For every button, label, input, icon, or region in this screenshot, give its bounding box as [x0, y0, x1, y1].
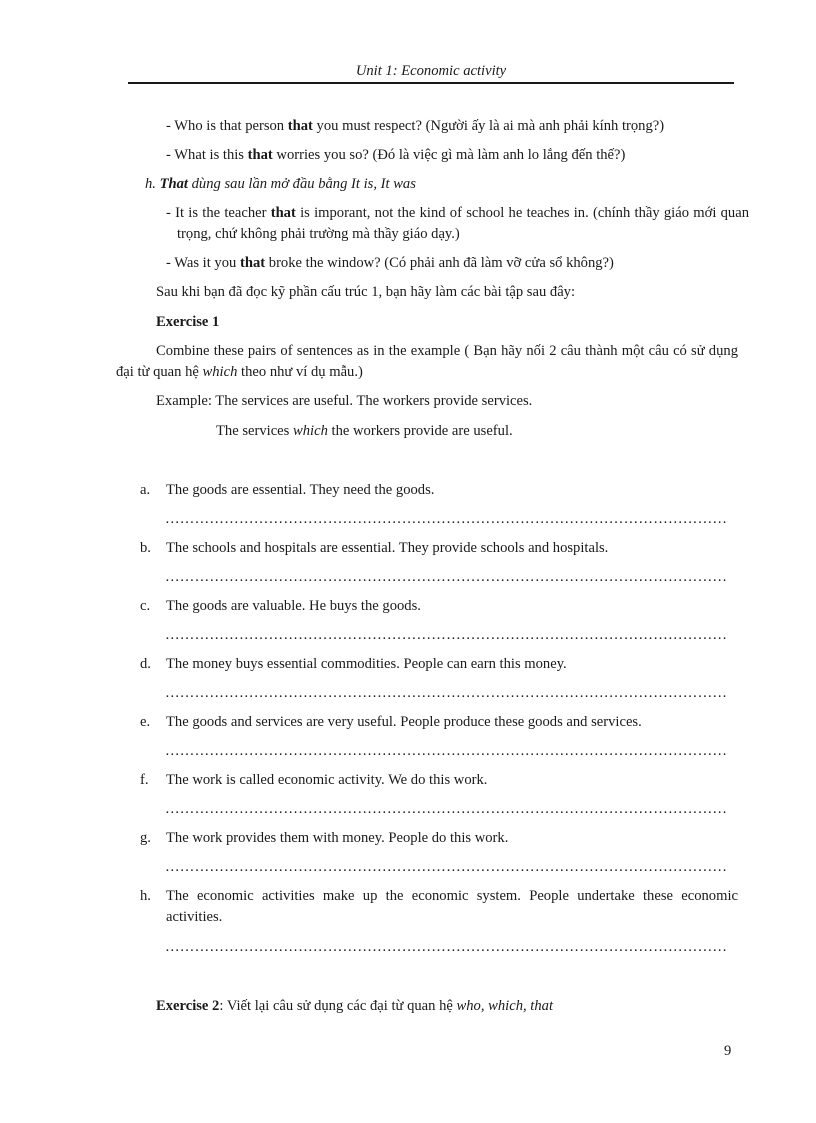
exercise-sentence: The economic activities make up the economic system. People undertake these economic activities.	[166, 888, 738, 925]
exercise-sentence: The work is called economic activity. We do this work.	[166, 772, 488, 788]
answer-line[interactable]: ……………………………………………………………………………………………………	[165, 859, 728, 875]
section-h-heading: h. That dùng sau lần mở đầu bằng It is, It was	[145, 176, 416, 192]
intro-text: Sau khi bạn đã đọc kỹ phần cấu trúc 1, bạn hãy làm các bài tập sau đây:	[156, 284, 576, 300]
item-label: d.	[140, 656, 151, 672]
answer-line[interactable]: ……………………………………………………………………………………………………	[165, 685, 728, 701]
answer-line[interactable]: ……………………………………………………………………………………………………	[165, 511, 728, 527]
answer-line[interactable]: ……………………………………………………………………………………………………	[165, 627, 728, 643]
item-label: b.	[140, 540, 151, 556]
running-header: Unit 1: Economic activity	[355, 63, 507, 79]
exercise2-heading: Exercise 2: Viết lại câu sử dụng các đại từ quan hệ who, which, that	[156, 998, 554, 1014]
exercise-sentence: The goods and services are very useful. People produce these goods and services.	[166, 714, 642, 730]
example-bullet: - Was it you that broke the window? (Có phải anh đã làm vỡ cửa sổ không?)	[166, 255, 614, 271]
answer-line[interactable]: ……………………………………………………………………………………………………	[165, 569, 728, 585]
item-label: a.	[140, 482, 151, 498]
exercise-sentence: The goods are valuable. He buys the goods.	[166, 598, 421, 614]
header-rule	[128, 82, 734, 84]
answer-line[interactable]: ……………………………………………………………………………………………………	[165, 743, 728, 759]
answer-line[interactable]: ……………………………………………………………………………………………………	[165, 939, 728, 955]
example-bullet: - What is this that worries you so? (Đó là việc gì mà làm anh lo lắng đến thế?)	[166, 147, 626, 163]
item-label: c.	[140, 598, 151, 614]
item-label: e.	[140, 714, 151, 730]
exercise-sentence: The money buys essential commodities. People can earn this money.	[166, 656, 567, 672]
example-line: Example: The services are useful. The workers provide services.	[156, 393, 533, 409]
exercise-sentence: The work provides them with money. People do this work.	[166, 830, 509, 846]
exercise-sentence: The schools and hospitals are essential. They provide schools and hospitals.	[166, 540, 609, 556]
exercise1-title: Exercise 1	[156, 314, 220, 330]
example-bullet: - Who is that person that you must respect? (Người ấy là ai mà anh phải kính trọng?)	[166, 118, 665, 134]
answer-line[interactable]: ……………………………………………………………………………………………………	[165, 801, 728, 817]
item-label: h.	[140, 888, 151, 904]
example-bullet: - It is the teacher that is imporant, not the kind of school he teaches in. (chính thầy giáo mới quan trọng, chứ không phải trường mà thầy giáo dạy.)	[166, 205, 749, 242]
item-label: g.	[140, 830, 151, 846]
page-number: 9	[724, 1043, 732, 1059]
exercise1-instruction: Combine these pairs of sentences as in the example ( Bạn hãy nối 2 câu thành một câu có sử dụng đại từ quan hệ which theo như ví dụ mẫu.)	[116, 343, 738, 380]
example-answer: The services which the workers provide are useful.	[216, 423, 513, 439]
item-label: f.	[140, 772, 149, 788]
exercise-sentence: The goods are essential. They need the goods.	[166, 482, 435, 498]
